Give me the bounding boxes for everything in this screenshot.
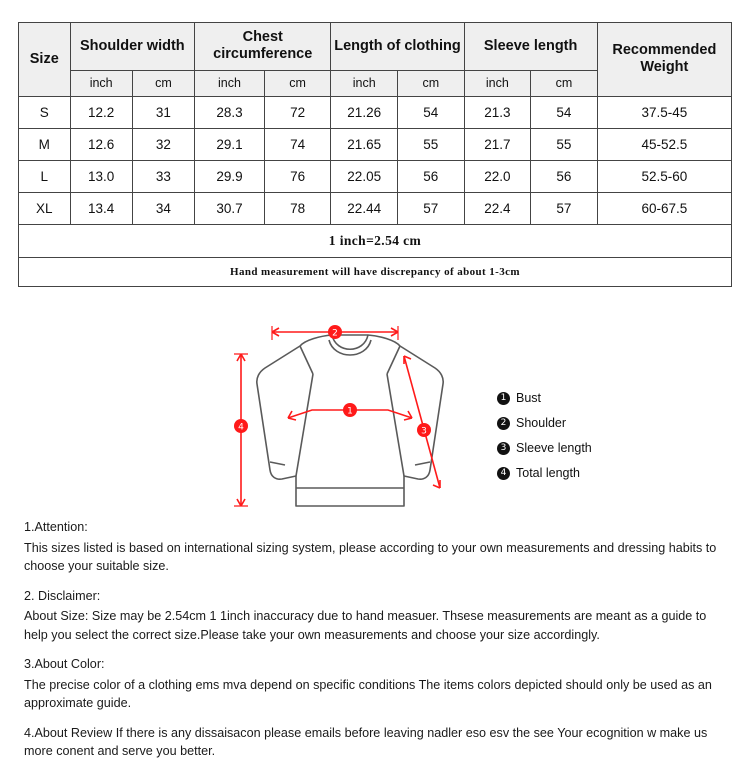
marker-total-length-label: 4 bbox=[238, 422, 244, 433]
cell-value: 13.4 bbox=[70, 192, 132, 224]
cell-value: 30.7 bbox=[195, 192, 265, 224]
cell-value: 32 bbox=[132, 128, 194, 160]
table-row bbox=[19, 128, 732, 160]
attention-title: 1.Attention: bbox=[24, 520, 88, 534]
legend-item-sleeve-length bbox=[497, 438, 592, 459]
measurement-diagram bbox=[0, 310, 750, 525]
table-note-conversion: 1 inch=2.54 cm bbox=[19, 224, 732, 257]
cell-value: 31 bbox=[132, 96, 194, 128]
cell-size: M bbox=[19, 128, 71, 160]
table-note-conversion-row bbox=[19, 224, 732, 257]
legend-label: Shoulder bbox=[516, 416, 567, 430]
measurement-arrows bbox=[234, 326, 440, 506]
marker-shoulder-label: 2 bbox=[332, 328, 338, 339]
subheader-shoulder-inch: inch bbox=[70, 70, 132, 96]
table-row bbox=[19, 192, 732, 224]
subheader-chest-cm: cm bbox=[264, 70, 331, 96]
cell-value: 12.2 bbox=[70, 96, 132, 128]
legend-item-total-length bbox=[497, 463, 592, 484]
cell-value: 56 bbox=[397, 160, 464, 192]
cell-value: 21.3 bbox=[464, 96, 531, 128]
cell-value: 60-67.5 bbox=[597, 192, 731, 224]
cell-size: XL bbox=[19, 192, 71, 224]
header-recommended-weight: Recommended Weight bbox=[597, 23, 731, 97]
cell-value: 12.6 bbox=[70, 128, 132, 160]
legend-item-shoulder bbox=[497, 413, 592, 434]
garment-diagram-svg bbox=[0, 310, 750, 525]
cell-value: 57 bbox=[397, 192, 464, 224]
legend-item-bust bbox=[497, 388, 592, 409]
table-header-row bbox=[19, 23, 732, 71]
legend-bullet-icon: 1 bbox=[497, 392, 510, 405]
notes-section bbox=[24, 518, 730, 772]
cell-value: 56 bbox=[531, 160, 598, 192]
diagram-markers bbox=[234, 325, 431, 437]
subheader-shoulder-cm: cm bbox=[132, 70, 194, 96]
cell-value: 22.4 bbox=[464, 192, 531, 224]
subheader-sleeve-cm: cm bbox=[531, 70, 598, 96]
header-shoulder-width: Shoulder width bbox=[70, 23, 195, 71]
cell-value: 13.0 bbox=[70, 160, 132, 192]
cell-value: 55 bbox=[531, 128, 598, 160]
header-sleeve-length: Sleeve length bbox=[464, 23, 597, 71]
legend-bullet-icon: 4 bbox=[497, 467, 510, 480]
cell-size: S bbox=[19, 96, 71, 128]
color-title: 3.About Color: bbox=[24, 657, 105, 671]
cell-value: 45-52.5 bbox=[597, 128, 731, 160]
review-body: 4.About Review If there is any dissaisacon please emails before leaving nadler eso esv the see Your ecognition w make us more conent and serve you better. bbox=[24, 725, 708, 758]
legend-bullet-icon: 2 bbox=[497, 417, 510, 430]
cell-value: 74 bbox=[264, 128, 331, 160]
cell-size: L bbox=[19, 160, 71, 192]
legend-bullet-icon: 3 bbox=[497, 442, 510, 455]
legend-label: Total length bbox=[516, 466, 580, 480]
cell-value: 76 bbox=[264, 160, 331, 192]
table-note-discrepancy-row bbox=[19, 257, 732, 286]
cell-value: 29.9 bbox=[195, 160, 265, 192]
diagram-legend bbox=[497, 388, 592, 488]
cell-value: 22.05 bbox=[331, 160, 398, 192]
disclaimer-title: 2. Disclaimer: bbox=[24, 588, 101, 603]
cell-value: 72 bbox=[264, 96, 331, 128]
cell-value: 21.7 bbox=[464, 128, 531, 160]
disclaimer-body: About Size: Size may be 2.54cm 1 1inch inaccuracy due to hand measuer. Thsese measurements are meant as a guide to help you select the correct size.Please take your own measurements and choose your size accordingly. bbox=[24, 609, 707, 642]
size-table-container bbox=[18, 22, 732, 287]
subheader-length-inch: inch bbox=[331, 70, 398, 96]
subheader-chest-inch: inch bbox=[195, 70, 265, 96]
subheader-length-cm: cm bbox=[397, 70, 464, 96]
cell-value: 78 bbox=[264, 192, 331, 224]
cell-value: 22.0 bbox=[464, 160, 531, 192]
cell-value: 33 bbox=[132, 160, 194, 192]
table-row bbox=[19, 96, 732, 128]
cell-value: 57 bbox=[531, 192, 598, 224]
cell-value: 29.1 bbox=[195, 128, 265, 160]
cell-value: 34 bbox=[132, 192, 194, 224]
marker-bust-label: 1 bbox=[347, 406, 353, 417]
header-chest-circumference: Chest circumference bbox=[195, 23, 331, 71]
header-length-of-clothing: Length of clothing bbox=[331, 23, 464, 71]
cell-value: 52.5-60 bbox=[597, 160, 731, 192]
cell-value: 55 bbox=[397, 128, 464, 160]
cell-value: 37.5-45 bbox=[597, 96, 731, 128]
cell-value: 54 bbox=[531, 96, 598, 128]
table-note-discrepancy: Hand measurement will have discrepancy of about 1-3cm bbox=[19, 257, 732, 286]
marker-sleeve-label: 3 bbox=[421, 426, 427, 437]
header-size: Size bbox=[19, 23, 71, 97]
cell-value: 28.3 bbox=[195, 96, 265, 128]
attention-body: This sizes listed is based on international sizing system, please according to your own measurements and dressing habits to choose your suitable size. bbox=[24, 540, 717, 573]
cell-value: 21.65 bbox=[331, 128, 398, 160]
table-row bbox=[19, 160, 732, 192]
size-table bbox=[18, 22, 732, 287]
subheader-sleeve-inch: inch bbox=[464, 70, 531, 96]
cell-value: 21.26 bbox=[331, 96, 398, 128]
cell-value: 54 bbox=[397, 96, 464, 128]
color-body: The precise color of a clothing ems mva depend on specific conditions The items colors depicted should only be used as an approximate guide. bbox=[24, 677, 712, 710]
legend-label: Sleeve length bbox=[516, 441, 592, 455]
legend-label: Bust bbox=[516, 391, 542, 405]
sweater-outline bbox=[257, 335, 443, 506]
cell-value: 22.44 bbox=[331, 192, 398, 224]
